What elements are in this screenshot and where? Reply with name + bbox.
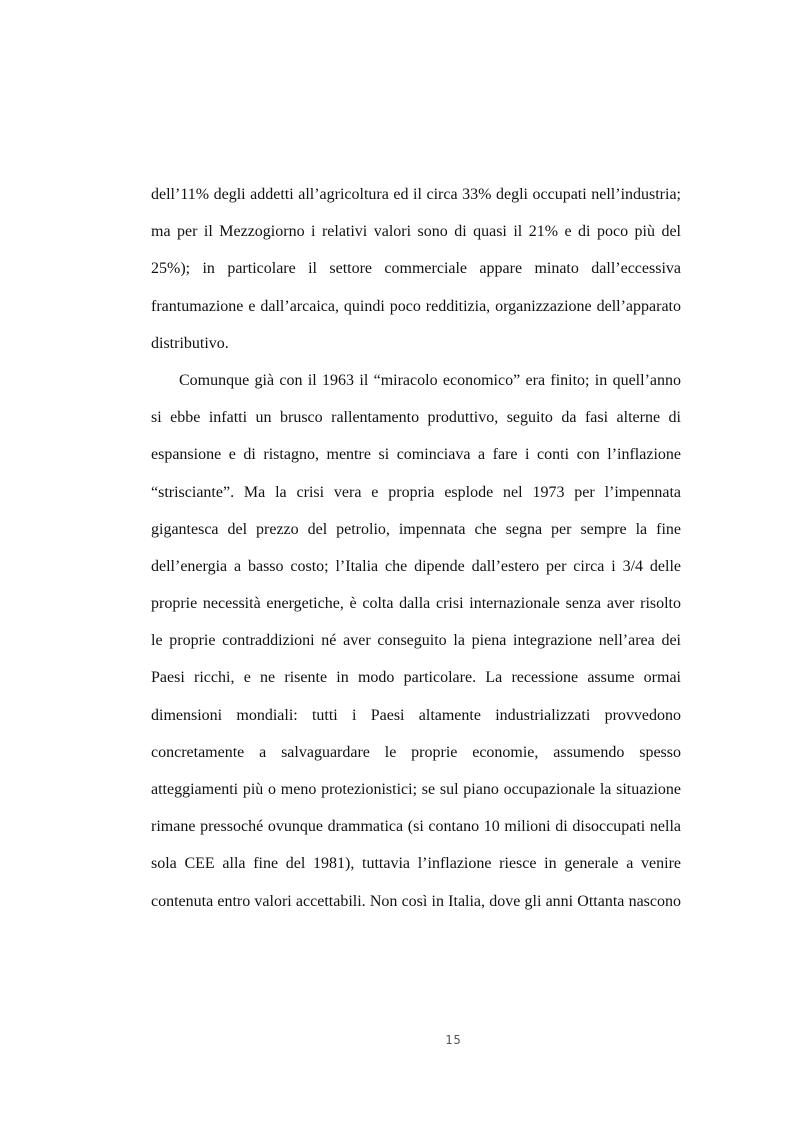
text-line: distributivo.	[151, 334, 229, 352]
text-line: Comunque già con il 1963 il “miracolo economico” era finito; in quell’anno	[179, 371, 681, 389]
text-line: gigantesca del prezzo del petrolio, impennata che segna per sempre la fine	[151, 520, 681, 538]
text-line: si ebbe infatti un brusco rallentamento produttivo, seguito da fasi alterne di	[151, 409, 681, 427]
text-line: proprie necessità energetiche, è colta dalla crisi internazionale senza aver risolto	[151, 595, 681, 613]
text-line: rimane pressoché ovunque drammatica (si contano 10 milioni di disoccupati nella	[151, 818, 681, 836]
text-line: le proprie contraddizioni né aver conseguito la piena integrazione nell’area dei	[151, 632, 681, 650]
text-line: concretamente a salvaguardare le proprie economie, assumendo spesso	[151, 743, 681, 761]
text-line: espansione e di ristagno, mentre si cominciava a fare i conti con l’inflazione	[151, 446, 681, 464]
text-line: contenuta entro valori accettabili. Non così in Italia, dove gli anni Ottanta nascono	[151, 892, 681, 910]
paragraph-2	[151, 372, 681, 930]
text-line: dimensioni mondiali: tutti i Paesi altamente industrializzati provvedono	[151, 706, 681, 724]
body-text	[151, 186, 681, 930]
text-line: “strisciante”. Ma la crisi vera e propria esplode nel 1973 per l’impennata	[151, 483, 681, 501]
paragraph-1	[151, 186, 681, 372]
text-line: 25%); in particolare il settore commerciale appare minato dall’eccessiva	[151, 260, 681, 278]
page-number: 15	[445, 1033, 462, 1047]
text-line: frantumazione e dall’arcaica, quindi poco redditizia, organizzazione dell’apparato	[151, 297, 681, 315]
text-line: dell’11% degli addetti all’agricoltura ed il circa 33% degli occupati nell’industria;	[151, 186, 681, 203]
text-line: Paesi ricchi, e ne risente in modo particolare. La recessione assume ormai	[151, 669, 681, 687]
text-line: sola CEE alla fine del 1981), tuttavia l’inflazione riesce in generale a venire	[151, 855, 681, 873]
text-line: atteggiamenti più o meno protezionistici; se sul piano occupazionale la situazione	[151, 781, 681, 798]
text-line: dell’energia a basso costo; l’Italia che dipende dall’estero per circa i 3/4 delle	[151, 557, 681, 575]
text-line: ma per il Mezzogiorno i relativi valori sono di quasi il 21% e di poco più del	[151, 223, 681, 241]
